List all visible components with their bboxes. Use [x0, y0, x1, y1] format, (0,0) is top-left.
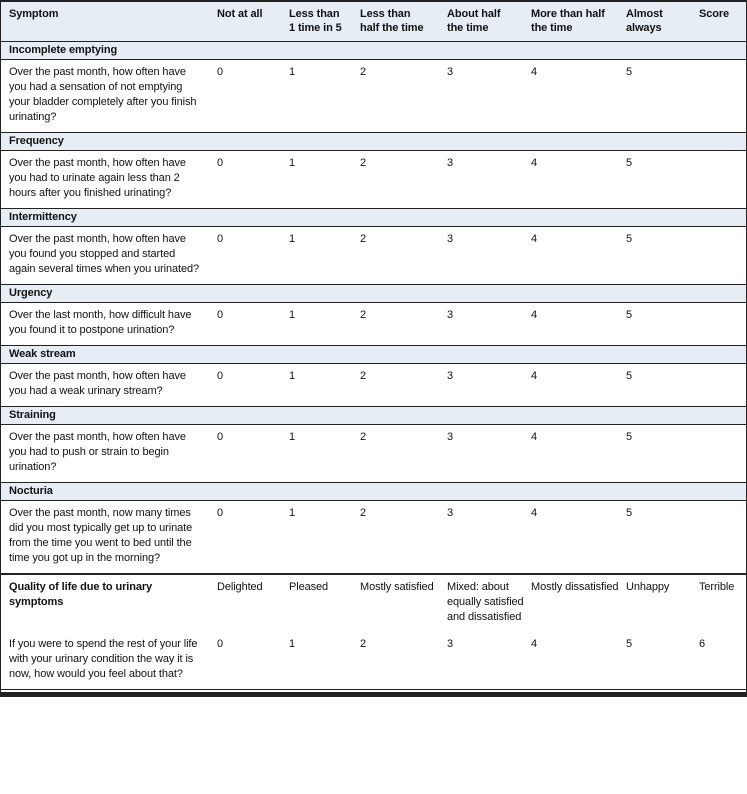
option-value-5: 5 [626, 66, 633, 78]
qol-scale-row [1, 575, 746, 632]
option-value-3: 3 [447, 157, 454, 169]
option-value-1: 1 [289, 66, 296, 78]
col-header-symptom: Symptom [9, 8, 59, 20]
score-cell [699, 151, 746, 208]
option-value-3: 3 [447, 507, 454, 519]
option-value-2: 2 [360, 233, 367, 245]
section-title: Straining [9, 409, 56, 421]
question-text: Over the last month, how difficult have you found it to postpone urination? [9, 309, 192, 336]
question-text: Over the past month, how often have you had a sensation of not emptying your bladder completely after you finish urinating? [9, 66, 197, 123]
option-value-2: 2 [360, 638, 367, 650]
qol-question-row [1, 632, 746, 690]
section-title: Weak stream [9, 348, 76, 360]
col-header-about-half: About half the time [447, 8, 501, 34]
option-value-2: 2 [360, 309, 367, 321]
option-value-4: 4 [531, 638, 538, 650]
question-text: If you were to spend the rest of your life with your urinary condition the way it is now, how would you feel about that? [9, 638, 198, 680]
section-title: Incomplete emptying [9, 44, 118, 56]
option-value-3: 3 [447, 370, 454, 382]
col-header-less-than-half: Less than half the time [360, 8, 424, 34]
option-value-4: 4 [531, 507, 538, 519]
section-row-intermittency [1, 209, 746, 227]
col-header-less-than-1-in-5: Less than 1 time in 5 [289, 8, 342, 34]
section-title: Nocturia [9, 485, 53, 497]
question-row-straining [1, 425, 746, 483]
section-row-straining [1, 407, 746, 425]
section-row-frequency [1, 133, 746, 151]
qol-scale-unhappy: Unhappy [626, 581, 670, 593]
section-row-incomplete-emptying [1, 42, 746, 60]
question-text: Over the past month, how often have you had a weak urinary stream? [9, 370, 186, 397]
score-cell [699, 501, 746, 573]
option-value-5: 5 [626, 507, 633, 519]
option-value-5: 5 [626, 638, 633, 650]
section-row-nocturia [1, 483, 746, 501]
option-value-2: 2 [360, 507, 367, 519]
option-value-4: 4 [531, 233, 538, 245]
option-value-0: 0 [217, 233, 224, 245]
col-header-almost-always: Almost always [626, 8, 663, 34]
option-value-4: 4 [531, 66, 538, 78]
option-value-2: 2 [360, 157, 367, 169]
col-header-not-at-all: Not at all [217, 8, 263, 20]
qol-label: Quality of life due to urinary symptoms [9, 581, 153, 608]
option-value-2: 2 [360, 431, 367, 443]
option-value-4: 4 [531, 370, 538, 382]
option-value-3: 3 [447, 66, 454, 78]
option-value-5: 5 [626, 157, 633, 169]
question-text: Over the past month, now many times did you most typically get up to urinate from the time you went to bed until the time you got up in the morning? [9, 507, 193, 564]
option-value-1: 1 [289, 370, 296, 382]
question-row-incomplete-emptying [1, 60, 746, 133]
option-value-1: 1 [289, 309, 296, 321]
option-value-0: 0 [217, 157, 224, 169]
option-value-1: 1 [289, 507, 296, 519]
section-title: Intermittency [9, 211, 77, 223]
question-row-urgency [1, 303, 746, 346]
question-text: Over the past month, how often have you found you stopped and started again several times when you urinated? [9, 233, 200, 275]
option-value-1: 1 [289, 233, 296, 245]
option-value-1: 1 [289, 431, 296, 443]
option-value-5: 5 [626, 233, 633, 245]
qol-scale-terrible: Terrible [699, 581, 735, 593]
option-value-5: 5 [626, 370, 633, 382]
option-value-0: 0 [217, 507, 224, 519]
section-row-urgency [1, 285, 746, 303]
score-cell [699, 60, 746, 132]
col-header-score: Score [699, 8, 730, 20]
option-value-2: 2 [360, 66, 367, 78]
option-value-0: 0 [217, 638, 224, 650]
question-text: Over the past month, how often have you had to urinate again less than 2 hours after you finished urinating? [9, 157, 186, 199]
option-value-4: 4 [531, 431, 538, 443]
option-value-6: 6 [699, 638, 706, 650]
qol-scale-mostly-satisfied: Mostly satisfied [360, 581, 434, 593]
option-value-3: 3 [447, 233, 454, 245]
option-value-3: 3 [447, 309, 454, 321]
option-value-4: 4 [531, 309, 538, 321]
option-value-0: 0 [217, 370, 224, 382]
score-cell [699, 303, 746, 345]
section-title: Urgency [9, 287, 53, 299]
qol-scale-mostly-dissatisfied: Mostly dissatisfied [531, 581, 619, 593]
question-text: Over the past month, how often have you had to push or strain to begin urination? [9, 431, 186, 473]
table-bottom-rule [1, 692, 746, 697]
option-value-1: 1 [289, 638, 296, 650]
option-value-0: 0 [217, 431, 224, 443]
qol-scale-delighted: Delighted [217, 581, 263, 593]
col-header-more-than-half: More than half the time [531, 8, 605, 34]
option-value-3: 3 [447, 431, 454, 443]
section-title: Frequency [9, 135, 64, 147]
option-value-0: 0 [217, 66, 224, 78]
table-header-row [1, 2, 746, 42]
option-value-5: 5 [626, 431, 633, 443]
score-cell [699, 425, 746, 482]
section-row-weak-stream [1, 346, 746, 364]
score-cell [699, 364, 746, 406]
question-row-frequency [1, 151, 746, 209]
qol-scale-mixed: Mixed: about equally satisfied and dissatisfied [447, 581, 524, 623]
option-value-3: 3 [447, 638, 454, 650]
question-row-intermittency [1, 227, 746, 285]
option-value-2: 2 [360, 370, 367, 382]
option-value-5: 5 [626, 309, 633, 321]
option-value-4: 4 [531, 157, 538, 169]
option-value-1: 1 [289, 157, 296, 169]
option-value-0: 0 [217, 309, 224, 321]
qol-scale-pleased: Pleased [289, 581, 329, 593]
question-row-nocturia [1, 501, 746, 575]
score-cell [699, 227, 746, 284]
question-row-weak-stream [1, 364, 746, 407]
